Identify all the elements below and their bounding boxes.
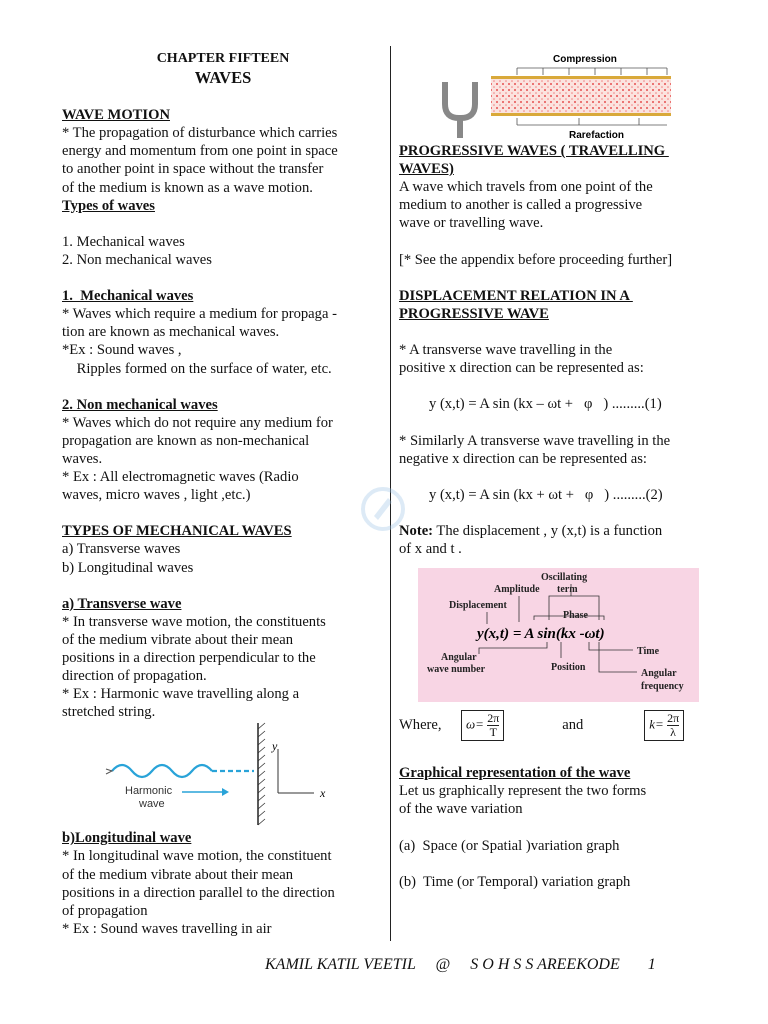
rarefaction-label: Rarefaction bbox=[569, 130, 625, 141]
progressive-heading: PROGRESSIVE WAVES ( TRAVELLING bbox=[399, 143, 669, 159]
graph-option-a: (a) Space (or Spatial )variation graph bbox=[399, 837, 620, 854]
text-line: of the medium is known as a wave motion. bbox=[62, 179, 313, 196]
phase-label: Phase bbox=[563, 610, 588, 622]
text-line: propagation are known as non-mechanical bbox=[62, 432, 310, 449]
text-line: of x and t . bbox=[399, 541, 462, 558]
page-title: WAVES bbox=[194, 68, 252, 88]
chapter-label: CHAPTER FIFTEEN bbox=[156, 51, 290, 66]
text-line: Let us graphically represent the two forms bbox=[399, 783, 647, 800]
types-mechanical-heading: TYPES OF MECHANICAL WAVES bbox=[62, 523, 292, 540]
k-numerator: 2π bbox=[667, 710, 680, 725]
graph-option-b: (b) Time (or Temporal) variation graph bbox=[399, 873, 631, 890]
text-line: * Ex : Sound waves travelling in air bbox=[62, 920, 272, 937]
displacement-heading: DISPLACEMENT RELATION IN A bbox=[399, 287, 633, 304]
text-line: energy and momentum from one point in space bbox=[62, 143, 338, 160]
note-paragraph bbox=[399, 522, 724, 540]
note-label: Note: bbox=[399, 522, 434, 539]
longitudinal-heading: b)Longitudinal wave bbox=[62, 830, 192, 847]
wave-label: wave bbox=[139, 798, 165, 811]
text-line: of the medium vibrate about their mean bbox=[62, 631, 293, 648]
text-line: Ripples formed on the surface of water, etc. bbox=[62, 360, 332, 377]
text-line: positions in a direction parallel to the direction bbox=[62, 884, 335, 901]
where-row bbox=[399, 704, 724, 746]
text-line: * Similarly A transverse wave travelling in the bbox=[399, 432, 671, 449]
text-line: * The propagation of disturbance which carries bbox=[62, 125, 338, 142]
wave-number-label: wave number bbox=[427, 664, 486, 676]
text-line: waves, micro waves , light ,etc.) bbox=[62, 487, 251, 504]
k-denominator: λ bbox=[670, 724, 676, 739]
text-line: stretched string. bbox=[62, 704, 156, 721]
watermark-logo-icon bbox=[360, 486, 406, 532]
text-line: of the medium vibrate about their mean bbox=[62, 866, 293, 883]
term-label: term bbox=[557, 584, 578, 596]
equation-1: y (x,t) = A sin (kx – ωt + φ ) .........(1) bbox=[429, 396, 662, 413]
k-formula bbox=[644, 710, 684, 741]
amplitude-label: Amplitude bbox=[494, 584, 540, 596]
text-line: medium to another is called a progressive bbox=[399, 197, 643, 214]
displacement-heading-2: PROGRESSIVE WAVE bbox=[399, 305, 549, 322]
list-item: b) Longitudinal waves bbox=[62, 559, 194, 576]
mechanical-heading: 1. Mechanical waves bbox=[62, 288, 194, 305]
angular-label-2: Angular bbox=[641, 668, 677, 680]
text-line: of propagation bbox=[62, 902, 148, 919]
text-line: to another point in space without the transfer bbox=[62, 161, 324, 178]
text-line: * Ex : Harmonic wave travelling along a bbox=[62, 686, 300, 703]
text-line: A wave which travels from one point of the bbox=[399, 179, 653, 196]
harmonic-label: Harmonic bbox=[125, 785, 173, 798]
graph-heading: Graphical representation of the wave bbox=[399, 765, 631, 782]
omega-numerator: 2π bbox=[487, 710, 500, 725]
text-line: * Ex : All electromagnetic waves (Radio bbox=[62, 469, 299, 486]
k-lhs: k= bbox=[649, 716, 664, 732]
progressive-heading-2: WAVES) bbox=[399, 161, 454, 178]
text-line: waves. bbox=[62, 450, 103, 467]
list-item: a) Transverse waves bbox=[62, 541, 181, 558]
text-line: of the wave variation bbox=[399, 801, 523, 818]
wave-equation-diagram bbox=[399, 562, 724, 704]
non-mechanical-heading: 2. Non mechanical waves bbox=[62, 396, 218, 413]
angular-label-1: Angular bbox=[441, 652, 477, 664]
appendix-note: [* See the appendix before proceeding further] bbox=[399, 251, 673, 268]
time-label: Time bbox=[637, 646, 660, 658]
compression-rarefaction-figure bbox=[399, 46, 724, 142]
diagram-equation: y(x,t) = A sin(kx -ωt) bbox=[477, 626, 605, 643]
text-line: positions in a direction perpendicular to the bbox=[62, 650, 316, 666]
transverse-heading: a) Transverse wave bbox=[62, 595, 182, 612]
x-axis-label: x bbox=[320, 786, 326, 801]
text-line: direction of propagation. bbox=[62, 668, 207, 685]
note-text: The displacement , y (x,t) is a function bbox=[433, 522, 663, 539]
y-axis-label: y bbox=[272, 739, 278, 754]
where-label: Where, bbox=[399, 717, 442, 734]
omega-denominator: T bbox=[489, 724, 497, 739]
list-item: 1. Mechanical waves bbox=[62, 233, 185, 250]
types-heading: Types of waves bbox=[62, 197, 155, 214]
text-line: tion are known as mechanical waves. bbox=[62, 324, 280, 341]
position-label: Position bbox=[551, 662, 586, 674]
equation-2: y (x,t) = A sin (kx + ωt + φ ) .........(2) bbox=[429, 486, 663, 503]
text-line: * In longitudinal wave motion, the constituent bbox=[62, 848, 332, 865]
frequency-label: frequency bbox=[641, 681, 684, 693]
list-item: 2. Non mechanical waves bbox=[62, 251, 212, 268]
text-line: wave or travelling wave. bbox=[399, 215, 544, 232]
harmonic-wave-figure bbox=[62, 721, 362, 829]
text-line: negative x direction can be represented as: bbox=[399, 450, 647, 467]
left-column bbox=[62, 46, 384, 938]
omega-formula bbox=[461, 710, 504, 741]
wave-motion-heading: WAVE MOTION bbox=[62, 107, 170, 124]
compression-label: Compression bbox=[553, 54, 617, 65]
right-column bbox=[399, 46, 724, 891]
text-line: * Waves which require a medium for propaga - bbox=[62, 306, 337, 323]
omega-lhs: ω= bbox=[466, 716, 484, 732]
displacement-label: Displacement bbox=[449, 600, 507, 612]
text-line: * Waves which do not require any medium for bbox=[62, 414, 333, 431]
text-line: *Ex : Sound waves , bbox=[62, 342, 182, 359]
text-line: * In transverse wave motion, the constituents bbox=[62, 613, 326, 630]
page-footer: KAMIL KATIL VEETIL @ S O H S S AREEKODE 1 bbox=[265, 956, 656, 973]
oscillating-label: Oscillating bbox=[541, 572, 588, 584]
text-line: * A transverse wave travelling in the bbox=[399, 342, 613, 359]
text-line: positive x direction can be represented as: bbox=[399, 360, 644, 377]
and-label: and bbox=[562, 717, 584, 734]
